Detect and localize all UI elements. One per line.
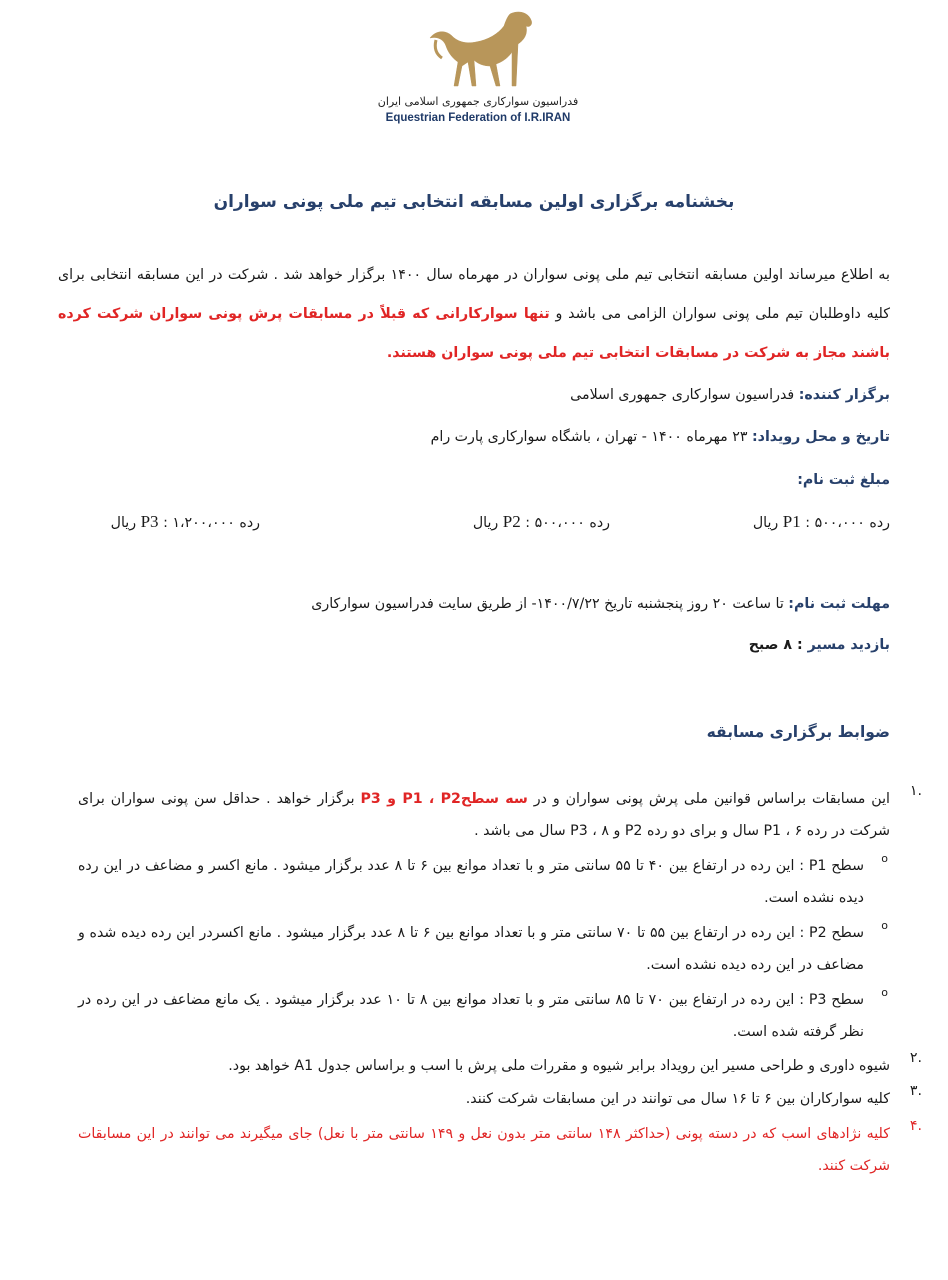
deadline-line	[311, 596, 890, 612]
logo-english-text: Equestrian Federation of I.R.IRAN	[385, 112, 571, 124]
intro-highlight: تنها سوارکارانی که قبلاً در مسابقات پرش پونی سواران شرکت کرده باشند مجاز به شرکت در مسابقات انتخابی تیم ملی پونی سواران هستند.	[58, 306, 890, 361]
date-place-label: تاریخ و محل رویداد:	[751, 429, 890, 445]
rule-number-4: .۴	[909, 1118, 922, 1134]
rule-item-2	[78, 1050, 922, 1082]
bullet-icon: o	[881, 852, 888, 865]
fee-p3-amount: : ۱،۲۰۰،۰۰۰ ریال	[110, 515, 235, 531]
fee-item-p1	[753, 512, 890, 532]
rule-item-4	[78, 1118, 922, 1182]
date-place-line	[431, 429, 890, 445]
intro-text: به اطلاع میرساند اولین مسابقه انتخابی تیم ملی پونی سواران در مهرماه سال ۱۴۰۰ برگزار خواهد شد . شرکت در این مسابقه انتخابی برای کلیه داوطلبان تیم ملی پونی سواران الزامی می باشد و	[58, 267, 890, 322]
fee-label: مبلغ ثبت نام:	[797, 472, 890, 488]
federation-logo	[372, 6, 584, 130]
rule-number-1: .۱	[909, 783, 922, 799]
bullet-icon: o	[881, 986, 888, 999]
fee-p1-code: P1	[782, 512, 801, 531]
bullet-icon: o	[881, 919, 888, 932]
fee-p1-amount: : ۵۰۰،۰۰۰ ریال	[752, 515, 865, 531]
organizer-value: فدراسیون سوارکاری جمهوری اسلامی	[570, 387, 799, 403]
fee-p2-prefix: رده	[584, 515, 610, 531]
sublevel-p2-text: سطح P2 : این رده در ارتفاع بین ۵۵ تا ۷۰ سانتی متر و با تعداد موانع بین ۶ تا ۸ عدد برگزار میشود . مانع اکسردر این رده دیده شده و مضاعف در این رده دیده نشده است.	[78, 925, 865, 973]
rule-text-2: شیوه داوری و طراحی مسیر این رویداد برابر شیوه و مقررات ملی پرش با اسب و براساس جدول A1 خواهد بود.	[228, 1058, 890, 1074]
fee-p3-code: P3	[140, 512, 159, 531]
fee-p3-prefix: رده	[234, 515, 260, 531]
organizer-label: برگزار کننده:	[798, 387, 890, 403]
rule-1-part-a: این مسابقات براساس قوانین ملی پرش پونی سواران و در	[527, 791, 890, 807]
rule-text-1	[78, 783, 890, 847]
intro-paragraph	[58, 256, 890, 373]
rule-text-4: کلیه نژادهای اسب که در دسته پونی (حداکثر ۱۴۸ سانتی متر بدون نعل و ۱۴۹ سانتی متر با نعل) جای میگیرند می توانند در این مسابقات شرکت کنند.	[78, 1126, 890, 1174]
fee-p1-prefix: رده	[864, 515, 890, 531]
fee-p2-amount: : ۵۰۰،۰۰۰ ریال	[472, 515, 585, 531]
fee-item-p2	[473, 512, 610, 532]
visit-value: : ۸ صبح	[748, 637, 808, 653]
rule-number-2: .۲	[909, 1050, 922, 1066]
logo-persian-text: فدراسیون سوارکاری جمهوری اسلامی ایران	[377, 95, 579, 108]
organizer-line	[570, 387, 890, 403]
rule-text-3: کلیه سوارکاران بین ۶ تا ۱۶ سال می توانند در این مسابقات شرکت کنند.	[465, 1091, 890, 1107]
fee-line	[797, 472, 890, 488]
sublevel-p1-text: سطح P1 : این رده در ارتفاع بین ۴۰ تا ۵۵ سانتی متر و با تعداد موانع بین ۶ تا ۸ عدد برگزار میشود . مانع اکسر و مضاعف در این رده دیده نشده است.	[78, 858, 864, 906]
rule-sublevel-p3	[78, 984, 888, 1048]
rule-1-levels: سه سطحP1 ، P2 و P3	[360, 791, 528, 807]
fee-p2-code: P2	[502, 512, 521, 531]
horse-logo-icon	[418, 6, 538, 92]
visit-label: بازدید مسیر	[807, 637, 890, 653]
fee-item-p3	[111, 512, 260, 532]
rules-section-title: ضوابط برگزاری مسابقه	[706, 723, 890, 741]
document-title: بخشنامه برگزاری اولین مسابقه انتخابی تیم ملی پونی سواران	[213, 192, 735, 212]
deadline-label: مهلت ثبت نام:	[788, 596, 890, 612]
date-place-value: ۲۳ مهرماه ۱۴۰۰ - تهران ، باشگاه سوارکاری پارت رام	[430, 429, 752, 445]
rule-sublevel-p1	[78, 850, 888, 914]
rule-1-part-c: برگزار خواهد . حداقل سن پونی سواران برای شرکت در رده P1 ، ۶ سال و برای دو رده P2 و P3 ، ۸ سال می باشد .	[78, 791, 890, 839]
deadline-value: تا ساعت ۲۰ روز پنجشنبه تاریخ ۱۴۰۰/۷/۲۲- از طریق سایت فدراسیون سوارکاری	[311, 596, 789, 612]
rule-item-3	[78, 1083, 922, 1115]
sublevel-p3-text: سطح P3 : این رده در ارتفاع بین ۷۰ تا ۸۵ سانتی متر و با تعداد موانع بین ۸ تا ۱۰ عدد برگزار میشود . یک مانع مضاعف در این رده در نظر گرفته شده است.	[78, 992, 864, 1040]
rule-sublevel-p2	[78, 917, 888, 981]
rule-item-1	[78, 783, 922, 847]
visit-line	[749, 637, 890, 653]
rule-number-3: .۳	[909, 1083, 922, 1099]
